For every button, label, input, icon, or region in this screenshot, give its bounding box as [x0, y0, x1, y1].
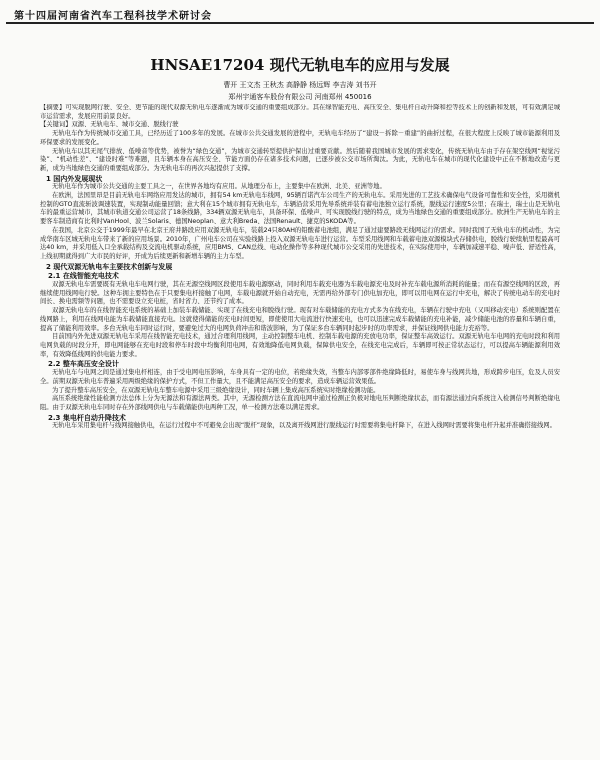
abstract: 【摘要】可实现脱网行驶、安全、更节能的现代双源无轨电车逐渐成为城市交通的重要组成部分。其在绿智能充电、高压安全、集电杆自动升降和控等技术上的创新和发展，可有效满足城市运营需求，发展应用前景良好。 — [40, 104, 560, 120]
intro-paragraph: 无轨电车以其无尾气排放、低噪音等优势，被誉为“绿色交通”，为城市交通转型提供护保出过重要贡献。然后随着我国城市发展的需求变化，传统无轨电车由于存在架空线网“视觉污染”、“机动性差”、“建设时难”等难题，且车辆本身在高压安全、节能方面仍存在诸多技术问题，已逐步被公交市场所淘汰。为此，无轨电车在城市的现代化建设中正在不断地改造与更新，成为当地绿色交通的重要组成部分。为无轨电车的再次兴起提供了支撑。 — [40, 147, 560, 172]
body-paragraph: 无轨电车采用集电杆与线网接触供电，在运行过程中不可避免会出现“脱杆”现象，以及离开线网进行脱线运行时需要将集电杆降下，在进入线网时需要将集电杆升起并准确搭接线网。 — [52, 422, 556, 430]
body-paragraph: 无轨电车作为城市公共交通的主要工具之一，在世界各地均有应用。从地理分布上，主要集中在欧洲、北美、亚洲等地。 — [52, 183, 386, 191]
journal-name: 第十四届河南省汽车工程科技学术研讨会 — [14, 10, 212, 22]
body-paragraph: 目前国内外先进双源无轨电车采用在线智能充电技术，通过合理利用线网，主动控制整车电机、控制车载电源的充放电功率，保证整车高效运行。双源无轨电车电网的充电时段和利用电网负载的时段分开，即电网能够在充电时段和停车时段中均衡利用电网，有效地降低电网负载，保障供电安全，在线充电完成后，车辆即可按正常状态运行，可以提高车辆能源利用效率，有效降低线网的供电能力要求。 — [40, 333, 560, 358]
body-paragraph: 为了提升整车高压安全，在双源无轨电车整车电源中采用三级绝缘设计，同时车辆上集成高压系统实时绝缘检测功能。 — [52, 386, 380, 394]
keywords: 【关键词】双源、无轨电车、城市交通、脱线行驶 — [40, 121, 179, 129]
paper-title: HNSAE17204 现代无轨电车的应用与发展 — [150, 56, 450, 74]
subsection-heading: 2.2 整车高压安全设计 — [48, 360, 119, 369]
body-paragraph: 双源无轨电车的在线智能充电系统的基础上加装车载储能、实现了在线充电和脱线行驶。现有对车载储能的充电方式多为在线充电，车辆在行驶中充电（又叫移动充电）系统则配置在线网路上，利用在线网电能为车载储能直接充电。这就使得储能的充电时间更短，即使使用大电流进行快速充电，也可以迅速完成车载储能的充电补能，减少储能电池的容量和车辆自重，提高了储能利用效率。多台无轨电车同时运行时，要避免过大的电网负荷冲击和谐波影响，为了保证多台车辆同时起步时的功率需求，并保证线网供电能力充裕等。 — [40, 307, 560, 332]
body-paragraph: 在欧洲，法国里昂是目前无轨电车网络应用发达的城市，拥有54 km无轨电车线网，95辆百诺汽车公司生产的无轨电车。采用先进的工艺技术确保电气设备可靠性和安全性，采用微机控制的GTO直流斩波调速装置，实现制动能量回馈；意大利在15个城市拥有无轨电车，车辆沿营采用先导系统并装有蓄电池独立运行系统，脱线运行速度5公里；在瑞士，瑞士山是无轨电车的最重运营城市，其城市轨道交通公司运营了18条线路，334辆双源无轨电车，具备环保、低噪声、可实现脱线行驶的特点，成为当地绿色交通的重要组成部分。欧洲生产无轨电车的主要客车制造商有比利时VanHool、波兰Solaris、德国Neoplan、意大利Breda、法国Renault、捷克的SKODA等。 — [40, 192, 560, 226]
paper-body — [40, 104, 560, 754]
body-paragraph: 无轨电车与电网之间是通过集电杆相连，由于受电网电压影响，车身具有一定的电位，若绝缘失效，当整车内部零部件绝缘降低时，易使车身与线网共地，形成跨步电压，危及人员安全。前期双源无轨电车普遍采用两级绝缘的保护方式，不但工作量大，且不能满足高压安全的要求，造成车辆运营效果低。 — [40, 369, 560, 385]
body-paragraph: 高压系统绝缘性能检测方法总体上分为无源法和有源法两类。其中，无源检测方法在直流电网中通过检测正负极对地电压判断绝缘状态，而有源法通过向系统注入检测信号判断绝缘电阻。由于双源无轨电车同时存在外部线网供电与车载储能供电两种工况，单一检测方法难以满足需求。 — [40, 395, 560, 411]
journal-header — [6, 6, 594, 24]
section-heading: 1 国内外发展现状 — [46, 174, 103, 183]
intro-paragraph: 无轨电车作为传统城市交通工具，已经历近了100多年的发展。在城市公共交通发展的进程中，无轨电车经历了“建设－拆除－重建”的曲折过程，在很大程度上反映了城市能源利用及环保要求的发展变化。 — [40, 130, 560, 146]
section-heading: 2 现代双源无轨电车主要技术创新与发展 — [46, 262, 173, 271]
subsection-heading: 2.1 在线智能充电技术 — [48, 272, 119, 281]
body-paragraph: 在我国，北京公交于1999年最早在北京王府井路段应用双源无轨电车，装载24只80AH的铅酸蓄电池组，满足了通过建要路段无线网运行的需求。同时我国了无轨电车的机动性，为完成华南车区城无轨电车带来了新的应用场景。2010年，广州电车公司在实验线路上投入双源无轨电车进行运营。车型采用线网和车载蓄电池双源模块式存储供电，脱线行驶续航里程最高可达40 km，并采用低入口全承载结构及交流电机驱动系统，应用BMS、CAN总线、电动化操作等多种现代城市公交采用的先进技术，在实际使用中，车辆加减速平稳、噪声低、舒适性高，上线初期就得到广大市民的好评，开成为后续更新和新增车辆的主力车型。 — [40, 226, 560, 260]
affiliation: 郑州宇通客车股份有限公司 河南郑州 450016 — [228, 93, 372, 101]
subsection-heading: 2.3 集电杆自动升降技术 — [48, 413, 126, 422]
author-list: 曹开 王文杰 王秋杰 高静静 杨远辉 李吉涛 刘书开 — [223, 81, 377, 89]
body-paragraph: 双源无轨电车需要既有无轨电车电网行驶，其在无源空线网区段使用车载电源驱动，同时利用车载充电器为车载电源充电及时补充车载电源所消耗的能量；而在有源空线网的区段，再继续使用线网电行驶。这种车拥主要特色在于只要集电杆接触了电网，车载电源就开始自动充电，无需再给外部专门供电加充电，即可以用电网在运行中充电，解决了传统电动车的充电时间长、换电需频等问题，也不需要设立充电桩，省时省力、还节约了成本。 — [40, 281, 560, 306]
